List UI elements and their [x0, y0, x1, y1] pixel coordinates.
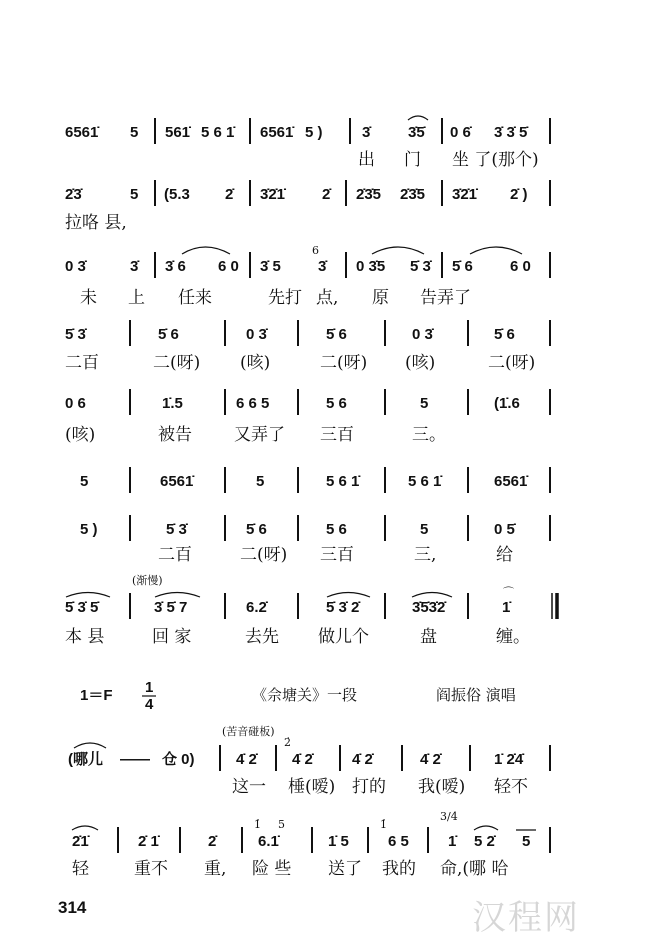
score-row-4	[65, 320, 550, 373]
note: 0 6̇	[450, 124, 471, 141]
page-number: 314	[58, 898, 87, 917]
note: 3̇	[130, 258, 139, 275]
score-row-1	[65, 116, 550, 170]
slur	[182, 247, 230, 254]
note: 5̇ 6	[494, 326, 515, 343]
note: 5 2̇	[474, 833, 495, 850]
note: 6 0	[510, 258, 531, 275]
note: 6 5	[388, 833, 409, 850]
lyric: 打的	[352, 777, 386, 797]
lyric: 三百	[320, 545, 354, 565]
slur	[327, 593, 370, 598]
note: 6.2̇	[246, 599, 267, 616]
slur	[155, 593, 200, 598]
note: 1̇.5	[162, 395, 183, 412]
lyric: (咳)	[405, 353, 436, 373]
note: 3̇2̇1̇	[260, 186, 286, 203]
note: 3̇	[318, 258, 327, 275]
note: 6 0	[218, 258, 239, 275]
slur	[470, 247, 522, 254]
note: 3̇ 5̇ 7	[154, 599, 188, 616]
lyric: 又弄了	[234, 425, 285, 445]
slur	[474, 826, 498, 830]
lyric: (咳)	[240, 353, 271, 373]
lyric: 二(呀)	[153, 353, 201, 373]
note: 5 )	[305, 124, 323, 141]
note: 5̇ 3̇	[166, 521, 187, 538]
lyric: 任来	[178, 288, 212, 308]
note: 5	[420, 521, 429, 538]
note: 5	[420, 395, 429, 412]
note: 6561̇	[65, 124, 99, 141]
note: 5 6 1̇	[326, 473, 360, 490]
note: 2̇	[225, 186, 234, 203]
note: 5 6	[326, 521, 347, 538]
lyric: 给	[496, 545, 513, 565]
note: 4̇ 2̇	[420, 751, 441, 768]
lyric: 三,	[414, 545, 437, 565]
lyric: 做儿个	[318, 627, 369, 647]
watermark-logo: 汉程网	[472, 898, 580, 938]
note: 0 6	[65, 395, 86, 412]
lyric: 回 家	[152, 627, 192, 647]
piece-title: 《佘塘关》一段	[252, 686, 358, 704]
slur	[412, 593, 452, 598]
note: 3̇	[362, 124, 371, 141]
lyric: 拉咯 县,	[65, 213, 127, 233]
score-row-6	[80, 467, 550, 493]
note: 2̇ )	[510, 186, 528, 203]
lyric: 盘	[420, 627, 437, 647]
score-row-2	[65, 180, 550, 233]
grace-note: 2̇	[284, 736, 291, 749]
lyric: 坐 了(那个)	[452, 150, 539, 170]
note: 5 )	[80, 521, 98, 538]
note: 2̇	[322, 186, 331, 203]
note: 5 6 1̇	[201, 124, 235, 141]
note: 5̇ 3̇ 2̇	[326, 599, 360, 616]
lyric: 二(呀)	[488, 353, 536, 373]
performer: 阎振俗 演唱	[436, 686, 516, 704]
note: 561̇	[165, 124, 191, 141]
note: 1̇	[448, 833, 457, 850]
lyric: 轻	[72, 859, 89, 879]
note: 4̇ 2̇	[292, 751, 313, 768]
score-row-9	[68, 724, 550, 797]
note: 0 3̇	[65, 258, 86, 275]
lyric: (咳)	[65, 425, 96, 445]
note: (5.3	[164, 186, 190, 203]
note: 仓 0)	[162, 751, 195, 768]
slur	[72, 826, 98, 830]
note: 0 3̇5	[356, 258, 386, 275]
lyric: 原	[372, 288, 389, 308]
lyric: 我的	[382, 859, 416, 879]
note: 5 6	[326, 395, 347, 412]
note: 0 3̇	[246, 326, 267, 343]
note: 3̇ 3̇ 5̇	[494, 124, 528, 141]
note: 2̇	[208, 833, 217, 850]
lyric: 险 些	[252, 859, 292, 879]
lyric: 送了	[328, 859, 362, 879]
lyric: 这一	[232, 777, 266, 797]
score-row-3	[65, 244, 550, 308]
note: 0 3̇	[412, 326, 433, 343]
note: 3̇ 6	[165, 258, 186, 275]
note: 2̇ 1̇	[138, 833, 159, 850]
lyric: 二百	[65, 353, 99, 373]
note: 5	[256, 473, 265, 490]
note: 0 5̇	[494, 521, 515, 538]
lyric: 二(呀)	[320, 353, 368, 373]
note: 3̇5̇	[408, 124, 425, 141]
lyric: 二(呀)	[240, 545, 288, 565]
note: 5̇ 6	[246, 521, 267, 538]
lyric: 去先	[245, 627, 279, 647]
lyric: 本 县	[65, 627, 105, 647]
fermata: ⌒	[503, 586, 514, 599]
note: 4̇ 2̇	[236, 751, 257, 768]
note: 4̇ 2̇	[352, 751, 373, 768]
note: 5̇ 6	[452, 258, 473, 275]
lyric: 棰(嗳)	[288, 777, 336, 797]
key-signature: 1＝F	[80, 687, 113, 704]
note: 5	[80, 473, 89, 490]
meter-denominator: 4	[145, 696, 154, 713]
note: 5	[130, 186, 139, 203]
score-row-5	[65, 389, 550, 445]
note: 5̇ 6	[158, 326, 179, 343]
lyric: 点,	[316, 288, 339, 308]
lyric: 重,	[204, 859, 227, 879]
note: 1̇ 5	[328, 833, 349, 850]
slur	[66, 593, 110, 598]
lyric: 二百	[158, 545, 192, 565]
grace-note: 1̇	[254, 818, 261, 831]
lyric: 被告	[158, 425, 192, 445]
note: 5̇ 3̇	[65, 326, 86, 343]
lyric: 门	[404, 150, 421, 170]
note: (1̇.6	[494, 395, 520, 412]
score-row-8	[65, 573, 557, 647]
note: 5̇ 3̇	[410, 258, 431, 275]
note: 1̇ 2̇4̇	[494, 751, 524, 768]
lyric: 未	[80, 288, 97, 308]
lyric: 出	[358, 150, 375, 170]
grace-note: 1̇	[380, 818, 387, 831]
note: 6.1̇	[258, 833, 279, 850]
lyric: 重不	[134, 859, 168, 879]
annotation: (苦音碰板)	[222, 725, 275, 738]
slur	[408, 116, 428, 120]
meter-numerator: 1	[145, 679, 154, 696]
grace-note: 5	[278, 818, 285, 831]
note: 6 6 5	[236, 395, 270, 412]
note: 3̇2̇1̇	[452, 186, 478, 203]
note: 3̇ 5	[260, 258, 281, 275]
note: 2̇1̇	[72, 833, 89, 850]
note: 1̇	[502, 599, 511, 616]
note: 5 6 1̇	[408, 473, 442, 490]
lyric: 告弄了	[420, 288, 471, 308]
note: 5̇ 3̇ 5̇	[65, 599, 99, 616]
note: ——	[120, 751, 150, 768]
lyric: 轻不	[494, 777, 528, 797]
lyric: 先打	[268, 288, 302, 308]
meter-change: 3/4	[440, 810, 458, 823]
note: 6561̇	[494, 473, 528, 490]
lyric: 上	[128, 288, 145, 308]
note: 6561̇	[260, 124, 294, 141]
lyric: 我(嗳)	[418, 777, 466, 797]
piece-header	[80, 679, 516, 713]
note: 2̇3̇5	[400, 186, 426, 203]
lyric: 命,(哪 哈	[440, 859, 509, 879]
grace-note: 6	[312, 244, 319, 257]
score-row-10	[72, 810, 550, 879]
lyric: 缠。	[496, 627, 530, 647]
slur	[74, 743, 106, 748]
note: 2̇3̇	[65, 186, 82, 203]
note: 5	[130, 124, 139, 141]
note: 3̇5̇3̇2̇	[412, 599, 446, 616]
tempo-marking: (渐慢)	[132, 574, 163, 587]
note: 2̇3̇5	[356, 186, 382, 203]
note: (哪儿	[68, 751, 103, 768]
lyric: 三。	[412, 425, 446, 445]
note: 5̇ 6	[326, 326, 347, 343]
lyric: 三百	[320, 425, 354, 445]
score-row-7	[80, 515, 550, 565]
slur	[372, 247, 424, 254]
note: 5	[522, 833, 531, 850]
note: 6561̇	[160, 473, 194, 490]
